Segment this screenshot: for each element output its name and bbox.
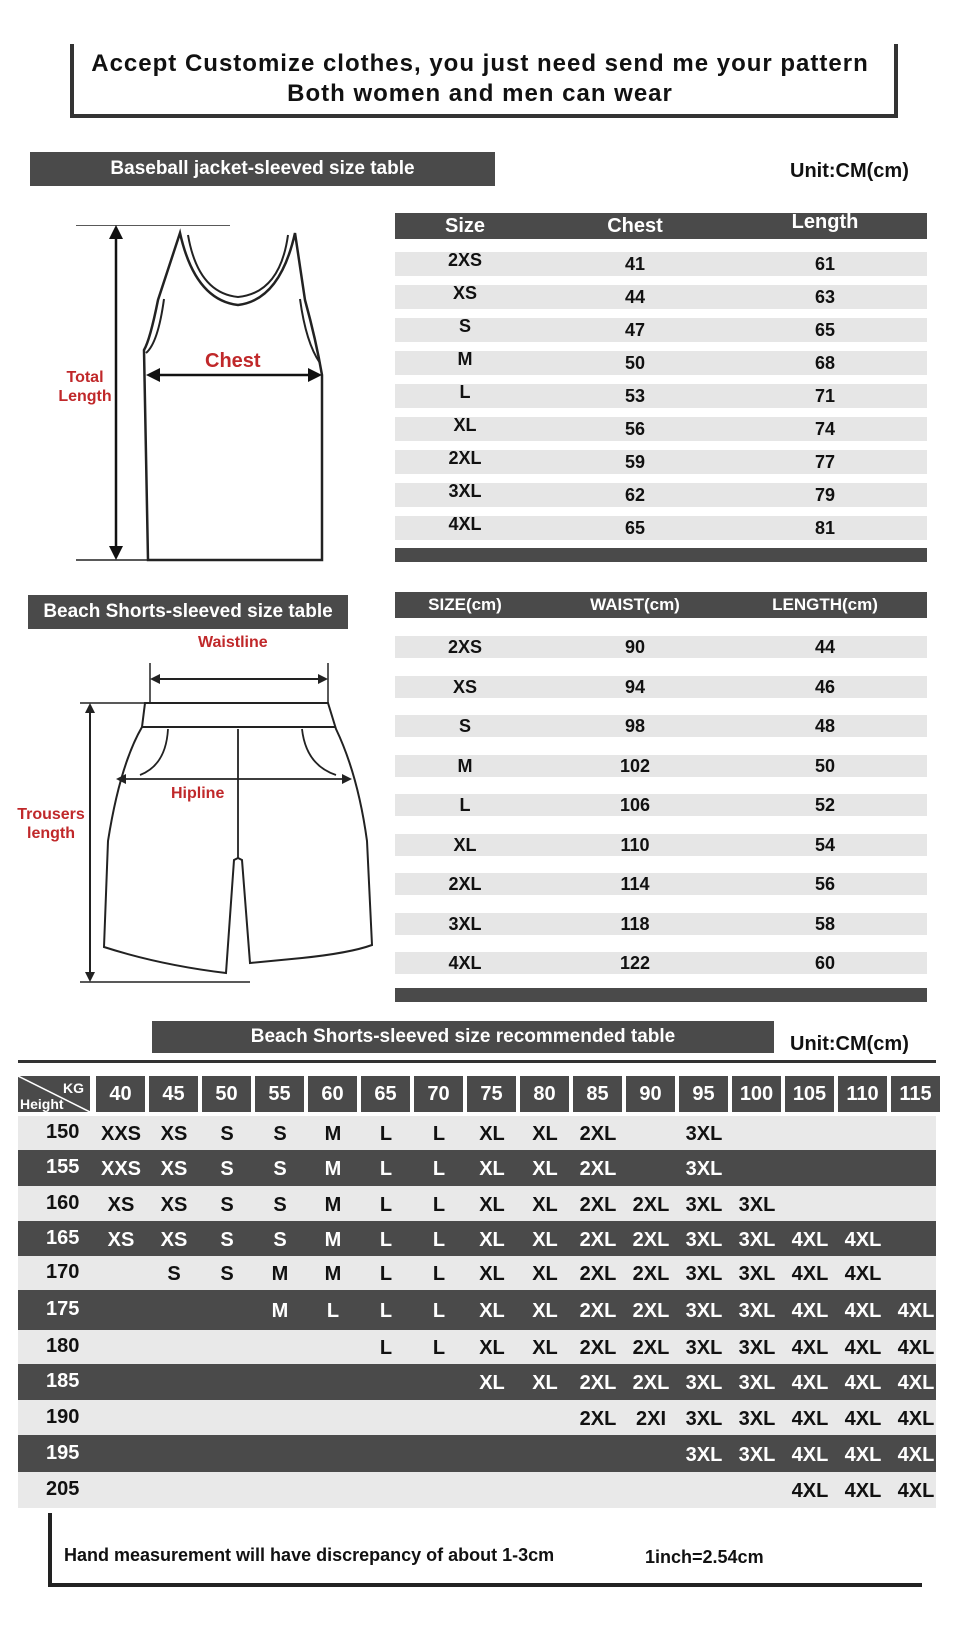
- kg-column-header: 50: [202, 1076, 251, 1112]
- size-cell: L: [379, 1123, 393, 1145]
- size-cell: XL: [532, 1194, 558, 1216]
- size-cell: M: [324, 1263, 342, 1285]
- size-cell: 2XL: [632, 1337, 670, 1359]
- shorts-section-title: Beach Shorts-sleeved size table: [28, 595, 348, 629]
- table-cell: 114: [620, 874, 650, 894]
- size-cell: S: [167, 1263, 181, 1285]
- table-cell: 44: [624, 287, 646, 307]
- height-value: 205: [46, 1478, 80, 1500]
- size-cell: M: [324, 1158, 342, 1180]
- footer-note: Hand measurement will have discrepancy of about 1-3cm: [64, 1545, 555, 1565]
- size-cell: S: [273, 1158, 287, 1180]
- size-cell: 3XL: [738, 1300, 776, 1322]
- size-cell: XL: [479, 1263, 505, 1285]
- kg-column-header: 95: [679, 1076, 728, 1112]
- size-cell: XL: [479, 1300, 505, 1322]
- shorts-col-length: LENGTH(cm): [772, 595, 878, 614]
- height-value: 160: [46, 1192, 80, 1214]
- size-cell: 2XL: [632, 1229, 670, 1251]
- shorts-table-header: [395, 592, 927, 618]
- table-cell: 2XL: [448, 874, 482, 894]
- height-row: [18, 1221, 936, 1256]
- table-cell: XS: [452, 676, 477, 697]
- table-cell: 44: [814, 637, 836, 657]
- size-cell: 4XL: [897, 1408, 935, 1430]
- size-cell: L: [432, 1300, 446, 1322]
- size-cell: 4XL: [844, 1229, 882, 1251]
- size-cell: 3XL: [685, 1372, 723, 1394]
- size-cell: L: [432, 1158, 446, 1180]
- table-cell: 47: [624, 320, 646, 340]
- kg-column-header: 110: [838, 1076, 887, 1112]
- table-cell: 3XL: [448, 481, 482, 501]
- height-row: [18, 1256, 936, 1290]
- trousers-length-label: [16, 805, 86, 843]
- total-length-label-line-1: Total: [66, 369, 104, 386]
- kg-column-header: 45: [149, 1076, 198, 1112]
- table-cell: S: [458, 316, 471, 336]
- height-value: 180: [46, 1335, 80, 1357]
- table-cell: 61: [814, 254, 836, 274]
- table-cell: M: [457, 755, 473, 776]
- table-row: [395, 351, 927, 375]
- size-cell: 4XL: [791, 1372, 829, 1394]
- waistline-label: Waistline: [198, 634, 268, 651]
- size-cell: S: [273, 1123, 287, 1145]
- size-cell: XXS: [100, 1123, 142, 1145]
- kg-column-header: 80: [520, 1076, 569, 1112]
- table-cell: 81: [814, 518, 836, 538]
- table-cell: 110: [620, 834, 650, 855]
- table-row: [395, 755, 927, 777]
- table-cell: 3XL: [448, 913, 482, 934]
- table-row: [395, 715, 927, 737]
- size-cell: XS: [107, 1194, 135, 1216]
- size-cell: XL: [479, 1372, 505, 1394]
- table-row: [395, 384, 927, 408]
- size-cell: XL: [532, 1300, 558, 1322]
- shorts-diagram: [80, 655, 380, 995]
- shorts-table-footer-bar: [395, 988, 927, 1002]
- table-cell: L: [459, 382, 471, 402]
- height-row: [18, 1290, 936, 1330]
- size-cell: XL: [479, 1337, 505, 1359]
- table-row: [395, 318, 927, 342]
- kg-column-header: 60: [308, 1076, 357, 1112]
- size-cell: 3XL: [685, 1444, 723, 1466]
- size-cell: 3XL: [738, 1444, 776, 1466]
- kg-column-header: 115: [891, 1076, 940, 1112]
- size-cell: XL: [532, 1372, 558, 1394]
- table-cell: 68: [814, 353, 836, 373]
- height-row: [18, 1364, 936, 1400]
- table-cell: 62: [624, 485, 646, 505]
- size-cell: L: [379, 1263, 393, 1285]
- size-cell: XL: [532, 1263, 558, 1285]
- size-cell: XL: [479, 1194, 505, 1216]
- size-cell: 2XL: [579, 1337, 617, 1359]
- size-cell: L: [432, 1263, 446, 1285]
- height-row: [18, 1472, 936, 1508]
- size-cell: XS: [160, 1229, 188, 1251]
- table-cell: XL: [453, 415, 477, 435]
- jacket-col-length: Length: [791, 211, 859, 233]
- size-cell: M: [271, 1300, 289, 1322]
- size-cell: 4XL: [844, 1480, 882, 1502]
- size-cell: 3XL: [685, 1408, 723, 1430]
- table-cell: 74: [814, 419, 836, 439]
- size-cell: 4XL: [791, 1263, 829, 1285]
- table-cell: 102: [619, 755, 651, 776]
- table-row: [395, 794, 927, 816]
- total-length-label-line-2: Length: [58, 388, 112, 405]
- table-row: [395, 516, 927, 540]
- size-cell: 4XL: [844, 1263, 882, 1285]
- height-row: [18, 1186, 936, 1221]
- kg-column-header: 100: [732, 1076, 781, 1112]
- size-cell: 3XL: [738, 1372, 776, 1394]
- size-cell: XS: [160, 1194, 188, 1216]
- jacket-section-title: Baseball jacket-sleeved size table: [30, 152, 495, 186]
- kg-column-header: 75: [467, 1076, 516, 1112]
- height-value: 195: [46, 1442, 80, 1464]
- jacket-table-header: [395, 213, 927, 239]
- table-row: [395, 483, 927, 507]
- table-cell: 50: [624, 353, 646, 373]
- size-cell: 2XL: [579, 1158, 617, 1180]
- table-cell: 56: [624, 419, 646, 439]
- table-row: [395, 676, 927, 698]
- recommended-top-rule: [18, 1060, 936, 1063]
- size-cell: XL: [532, 1158, 558, 1180]
- height-value: 175: [46, 1298, 80, 1320]
- table-cell: XS: [452, 283, 477, 303]
- kg-column-header: 105: [785, 1076, 834, 1112]
- table-cell: S: [458, 716, 471, 736]
- table-cell: XL: [453, 834, 477, 855]
- table-cell: 63: [814, 287, 836, 307]
- size-cell: XL: [479, 1158, 505, 1180]
- size-cell: 4XL: [897, 1300, 935, 1322]
- table-cell: 54: [814, 834, 836, 855]
- size-cell: 2XL: [579, 1300, 617, 1322]
- size-cell: 4XL: [844, 1444, 882, 1466]
- size-cell: L: [432, 1123, 446, 1145]
- table-row: [395, 834, 927, 856]
- table-cell: 77: [814, 452, 836, 472]
- kg-column-header: 90: [626, 1076, 675, 1112]
- size-cell: XS: [160, 1123, 188, 1145]
- size-cell: 2XL: [632, 1300, 670, 1322]
- size-cell: L: [379, 1158, 393, 1180]
- size-cell: 4XL: [897, 1337, 935, 1359]
- size-cell: 3XL: [685, 1158, 723, 1180]
- table-cell: 98: [624, 716, 646, 736]
- chest-label: Chest: [205, 350, 261, 372]
- table-cell: 48: [814, 716, 836, 736]
- kg-column-header: 40: [96, 1076, 145, 1112]
- size-cell: 4XL: [844, 1337, 882, 1359]
- size-cell: 2XL: [579, 1229, 617, 1251]
- size-cell: M: [324, 1229, 342, 1251]
- size-cell: 3XL: [738, 1263, 776, 1285]
- header-line-1: Accept Customize clothes, you just need send me your pattern: [91, 50, 869, 77]
- table-cell: 4XL: [448, 953, 482, 973]
- size-cell: XS: [107, 1229, 135, 1251]
- size-cell: L: [379, 1194, 393, 1216]
- size-cell: S: [220, 1123, 234, 1145]
- size-cell: 2XL: [632, 1194, 670, 1216]
- size-cell: S: [220, 1263, 234, 1285]
- size-cell: 3XL: [738, 1408, 776, 1430]
- size-cell: 4XL: [791, 1444, 829, 1466]
- kg-column-header: 65: [361, 1076, 410, 1112]
- shorts-col-waist: WAIST(cm): [590, 595, 680, 614]
- table-row: [395, 913, 927, 935]
- jacket-table-footer-bar: [395, 548, 927, 562]
- size-cell: 4XL: [897, 1480, 935, 1502]
- size-cell: XL: [532, 1229, 558, 1251]
- table-cell: 41: [624, 254, 646, 274]
- height-value: 165: [46, 1227, 80, 1249]
- size-cell: 4XL: [897, 1372, 935, 1394]
- table-row: [395, 873, 927, 895]
- size-cell: 4XL: [844, 1372, 882, 1394]
- jacket-unit-label: Unit:CM(cm): [790, 160, 909, 182]
- size-cell: XXS: [100, 1158, 142, 1180]
- table-row: [395, 417, 927, 441]
- size-cell: 2XL: [579, 1263, 617, 1285]
- size-cell: S: [273, 1194, 287, 1216]
- height-row: [18, 1330, 936, 1364]
- size-cell: 2XI: [635, 1408, 667, 1430]
- table-cell: 53: [624, 386, 646, 406]
- size-cell: L: [432, 1337, 446, 1359]
- size-cell: M: [324, 1194, 342, 1216]
- table-cell: 2XL: [448, 448, 482, 468]
- table-row: [395, 285, 927, 309]
- size-cell: 4XL: [791, 1300, 829, 1322]
- table-cell: 79: [814, 485, 836, 505]
- recommended-section-title: Beach Shorts-sleeved size recommended table: [152, 1021, 774, 1053]
- size-cell: 4XL: [791, 1408, 829, 1430]
- size-cell: 4XL: [897, 1444, 935, 1466]
- kg-column-header: 55: [255, 1076, 304, 1112]
- height-value: 150: [46, 1121, 80, 1143]
- size-cell: 2XL: [579, 1408, 617, 1430]
- size-cell: 4XL: [844, 1408, 882, 1430]
- height-value: 185: [46, 1370, 80, 1392]
- trousers-length-label-line-1: Trousers: [17, 806, 85, 823]
- table-cell: 122: [619, 953, 651, 973]
- size-cell: 3XL: [685, 1194, 723, 1216]
- table-cell: 52: [814, 795, 836, 815]
- size-cell: S: [273, 1229, 287, 1251]
- size-cell: 4XL: [844, 1300, 882, 1322]
- size-cell: 3XL: [738, 1229, 776, 1251]
- size-cell: 3XL: [685, 1229, 723, 1251]
- table-cell: L: [459, 795, 471, 815]
- table-row: [395, 636, 927, 658]
- table-cell: 59: [624, 452, 646, 472]
- height-row: [18, 1435, 936, 1472]
- corner-kg-label: KG: [63, 1080, 84, 1096]
- kg-column-header: 85: [573, 1076, 622, 1112]
- size-cell: XL: [479, 1123, 505, 1145]
- size-cell: 3XL: [738, 1337, 776, 1359]
- table-cell: 94: [624, 676, 646, 697]
- size-cell: XL: [532, 1123, 558, 1145]
- size-cell: 4XL: [791, 1229, 829, 1251]
- shorts-col-size: SIZE(cm): [428, 595, 502, 614]
- size-cell: XL: [479, 1229, 505, 1251]
- table-cell: 56: [814, 874, 836, 894]
- size-cell: L: [326, 1300, 340, 1322]
- size-cell: 2XL: [632, 1263, 670, 1285]
- size-cell: 3XL: [685, 1263, 723, 1285]
- size-cell: S: [220, 1229, 234, 1251]
- size-cell: L: [379, 1229, 393, 1251]
- size-cell: 4XL: [791, 1480, 829, 1502]
- total-length-label: [50, 368, 120, 406]
- trousers-length-label-line-2: length: [27, 825, 75, 842]
- table-row: [395, 450, 927, 474]
- table-cell: 4XL: [448, 514, 482, 534]
- table-cell: 118: [620, 913, 650, 934]
- size-cell: 4XL: [791, 1337, 829, 1359]
- height-value: 155: [46, 1156, 80, 1178]
- table-cell: 71: [814, 386, 836, 406]
- size-cell: S: [220, 1158, 234, 1180]
- hipline-label: Hipline: [171, 785, 225, 802]
- size-cell: 2XL: [579, 1123, 617, 1145]
- corner-height-label: Height: [20, 1096, 64, 1112]
- size-cell: 3XL: [738, 1194, 776, 1216]
- recommended-unit-label: Unit:CM(cm): [790, 1033, 909, 1055]
- size-cell: 2XL: [632, 1372, 670, 1394]
- footer-conversion: 1inch=2.54cm: [645, 1547, 764, 1567]
- height-value: 190: [46, 1406, 80, 1428]
- size-cell: L: [432, 1229, 446, 1251]
- size-cell: XL: [532, 1337, 558, 1359]
- size-cell: L: [432, 1194, 446, 1216]
- size-cell: 3XL: [685, 1337, 723, 1359]
- corner-cell: [18, 1076, 90, 1112]
- kg-column-header: 70: [414, 1076, 463, 1112]
- size-cell: 3XL: [685, 1300, 723, 1322]
- height-row: [18, 1400, 936, 1435]
- size-cell: 2XL: [579, 1194, 617, 1216]
- size-cell: M: [324, 1123, 342, 1145]
- size-cell: L: [379, 1337, 393, 1359]
- table-cell: M: [457, 349, 473, 369]
- size-cell: 2XL: [579, 1372, 617, 1394]
- table-cell: 60: [814, 953, 836, 973]
- height-value: 170: [46, 1261, 80, 1283]
- size-cell: 3XL: [685, 1123, 723, 1145]
- jacket-col-chest: Chest: [607, 215, 663, 237]
- size-cell: M: [271, 1263, 289, 1285]
- size-cell: L: [379, 1300, 393, 1322]
- table-cell: 65: [814, 320, 836, 340]
- height-row: [18, 1116, 936, 1150]
- table-cell: 58: [814, 913, 836, 934]
- table-cell: 90: [624, 637, 646, 657]
- table-cell: 65: [624, 518, 646, 538]
- table-row: [395, 952, 927, 974]
- table-cell: 50: [814, 755, 836, 776]
- table-cell: 106: [619, 795, 651, 815]
- table-cell: 46: [814, 676, 836, 697]
- table-row: [395, 252, 927, 276]
- table-cell: 2XS: [447, 637, 483, 657]
- size-cell: XS: [160, 1158, 188, 1180]
- size-cell: S: [220, 1194, 234, 1216]
- jacket-col-size: Size: [444, 215, 486, 237]
- height-row: [18, 1150, 936, 1186]
- table-cell: 2XS: [447, 250, 483, 270]
- header-line-2: Both women and men can wear: [287, 80, 673, 107]
